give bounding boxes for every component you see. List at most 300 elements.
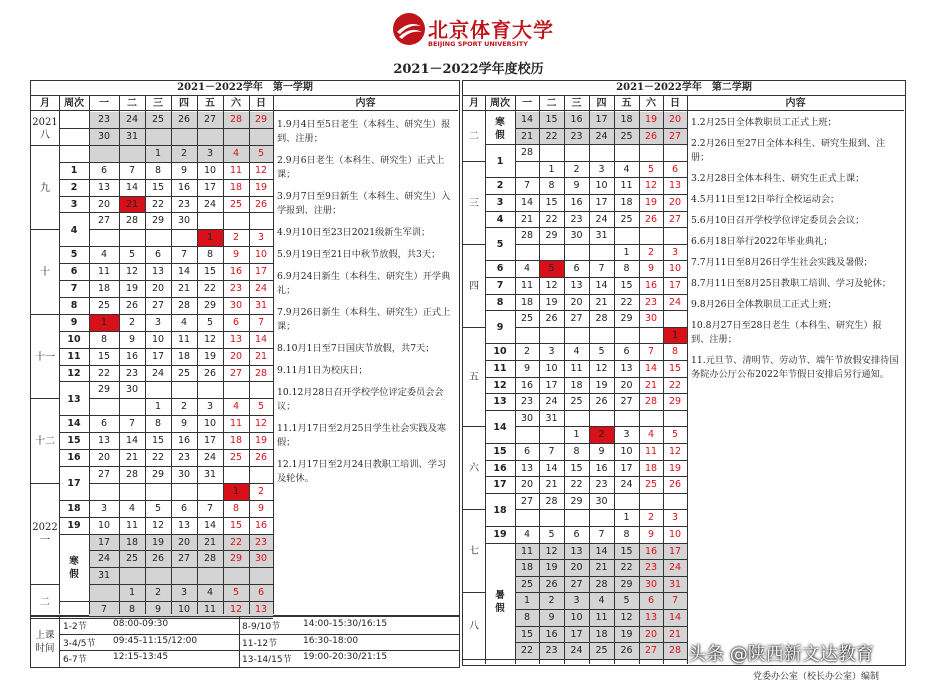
day-cell: 18 [229, 435, 243, 447]
day-cell [223, 382, 249, 399]
day-cell: 11 [644, 446, 658, 457]
schedule-time: 09:45-11:15/12:00 [113, 635, 198, 646]
day-cell: 21 [545, 479, 558, 491]
grid-line [59, 634, 459, 635]
week-number: 9 [70, 316, 78, 328]
day-cell [89, 399, 119, 416]
day-cell: 23 [177, 198, 191, 210]
day-cell: 12 [203, 333, 217, 345]
grid-line [223, 96, 224, 614]
day-cell: 14 [177, 266, 191, 278]
day-cell: 21 [125, 452, 139, 463]
note-item: 2.2月26日至27日全体本科生、研究生报到、注册； [691, 138, 886, 163]
day-cell: 5 [598, 346, 605, 358]
page-title: 2021－2022学年度校历 [393, 62, 544, 77]
day-cell [171, 382, 197, 399]
day-cell: 5 [206, 316, 214, 328]
note-item: 10.8月27日至28日老生（本科生、研究生）报到、注册； [691, 320, 882, 345]
grid-line [119, 96, 120, 614]
week-number-merged: 4 [59, 213, 89, 247]
note-item: 6.9月24日新生（本科生、研究生）开学典礼； [277, 271, 451, 296]
column-day: 五 [197, 96, 223, 111]
day-cell: 2 [523, 346, 531, 358]
day-cell: 14 [254, 333, 268, 345]
day-cell: 30 [177, 215, 191, 227]
day-cell: 11 [520, 280, 534, 291]
day-cell: 17 [254, 266, 268, 278]
day-cell: 18 [177, 350, 191, 362]
day-cell: 26 [145, 551, 171, 568]
day-cell: 29 [203, 299, 217, 311]
day-cell: 22 [539, 129, 564, 146]
column-day: 三 [145, 96, 171, 111]
day-cell: 9 [180, 164, 188, 176]
day-cell: 8 [623, 263, 630, 275]
day-cell: 24 [663, 560, 687, 577]
note-item: 4.9月10日至23日2021级新生军训； [277, 227, 431, 238]
note-item: 11.1月17日至2月25日学生社会实践及寒假； [277, 423, 447, 448]
day-cell: 16 [644, 280, 658, 291]
day-cell: 3 [257, 232, 265, 244]
day-cell: 23 [570, 213, 583, 225]
day-cell: 15 [539, 112, 564, 129]
day-cell: 26 [125, 299, 139, 311]
day-cell [171, 230, 197, 247]
day-cell [564, 145, 589, 162]
month-label: 十二 [35, 436, 55, 448]
day-cell: 28 [197, 551, 223, 568]
day-cell: 26 [254, 452, 268, 463]
week-number: 16 [67, 452, 81, 463]
day-cell: 26 [545, 313, 558, 325]
day-cell [515, 162, 539, 179]
month-label: 五 [469, 372, 479, 384]
day-cell: 27 [620, 396, 633, 408]
day-cell: 6 [154, 249, 162, 261]
day-cell: 15 [97, 350, 111, 362]
day-cell: 27 [197, 112, 223, 129]
day-cell: 12 [125, 266, 139, 278]
day-cell: 6 [100, 164, 108, 176]
day-cell: 16 [639, 544, 663, 561]
day-cell: 5 [539, 261, 564, 278]
day-cell: 30 [177, 468, 191, 480]
grid-line [145, 96, 146, 614]
day-cell: 7 [663, 593, 687, 610]
day-cell: 23 [229, 283, 243, 294]
day-cell [249, 568, 273, 585]
week-number: 4 [496, 213, 504, 225]
day-cell: 6 [573, 529, 580, 540]
day-cell: 16 [229, 266, 243, 278]
day-cell: 18 [119, 535, 145, 552]
day-cell: 2 [180, 401, 188, 413]
day-cell: 21 [663, 627, 687, 644]
day-cell: 25 [177, 367, 191, 379]
day-cell: 15 [668, 363, 682, 374]
grid-line [249, 96, 250, 614]
column-content: 内容 [687, 96, 904, 111]
grid-line [59, 500, 89, 501]
day-cell: 11 [570, 363, 583, 374]
week-number: 11 [493, 363, 507, 374]
day-cell: 31 [663, 577, 687, 594]
day-cell: 15 [515, 627, 539, 644]
day-cell [589, 411, 614, 428]
day-cell: 30 [520, 412, 534, 424]
day-cell [589, 245, 614, 262]
day-cell: 29 [545, 230, 558, 242]
note-item: 7.9月26日新生（本科生、研究生）正式上课； [277, 307, 451, 332]
day-cell: 30 [570, 230, 583, 242]
day-cell: 8 [119, 602, 145, 619]
day-cell: 4 [223, 146, 249, 163]
column-day: 一 [515, 96, 539, 111]
day-cell: 25 [515, 577, 539, 594]
day-cell: 13 [249, 602, 273, 619]
day-cell: 7 [647, 346, 655, 358]
day-cell: 31 [203, 468, 217, 480]
day-cell: 19 [125, 283, 139, 294]
week-number: 19 [67, 519, 81, 531]
grid-line [589, 96, 590, 664]
week-number: 17 [493, 479, 507, 491]
day-cell: 10 [151, 333, 165, 345]
day-cell: 29 [223, 551, 249, 568]
day-cell: 10 [254, 249, 268, 261]
day-cell: 25 [589, 643, 614, 660]
day-cell: 30 [229, 299, 243, 311]
day-cell: 13 [177, 519, 191, 531]
day-cell [539, 427, 564, 444]
day-cell [614, 228, 639, 245]
column-day: 五 [614, 96, 639, 111]
day-cell: 2 [647, 246, 655, 258]
day-cell: 24 [151, 367, 165, 379]
day-cell [663, 228, 687, 245]
day-cell: 19 [545, 296, 558, 308]
day-cell [119, 230, 145, 247]
grid-line [59, 246, 89, 247]
week-number-merged: 17 [59, 467, 89, 501]
day-cell [639, 145, 663, 162]
day-cell: 3 [197, 146, 223, 163]
day-cell: 24 [564, 643, 589, 660]
day-cell: 27 [520, 495, 534, 507]
day-cell: 6 [623, 346, 630, 358]
day-cell: 19 [203, 350, 217, 362]
week-number: 2 [496, 180, 504, 192]
day-cell: 7 [206, 502, 214, 514]
day-cell: 27 [668, 213, 682, 225]
day-cell: 3 [171, 585, 197, 602]
day-cell [119, 399, 145, 416]
note-item: 3.9月7日至9日新生（本科生、研究生）入学报到、注册； [277, 191, 451, 216]
day-cell: 20 [639, 627, 663, 644]
day-cell: 25 [614, 129, 639, 146]
day-cell: 22 [545, 213, 558, 225]
day-cell: 12 [595, 363, 608, 374]
day-cell: 9 [257, 502, 265, 514]
day-cell: 24 [203, 198, 217, 210]
grid-line [485, 343, 515, 344]
day-cell [663, 494, 687, 511]
semester-1-panel [30, 80, 460, 616]
grid-line [59, 650, 459, 651]
day-cell: 3 [598, 163, 605, 175]
day-cell: 27 [663, 129, 687, 146]
day-cell: 25 [229, 452, 243, 463]
day-cell: 10 [668, 529, 682, 540]
day-cell: 12 [545, 280, 558, 291]
day-cell: 5 [614, 593, 639, 610]
day-cell: 15 [151, 435, 165, 447]
day-cell: 27 [97, 468, 111, 480]
day-cell: 2 [647, 512, 655, 524]
day-cell: 28 [595, 313, 608, 325]
week-number: 12 [67, 367, 81, 379]
day-cell [515, 427, 539, 444]
day-cell: 23 [249, 535, 273, 552]
day-cell: 12 [539, 544, 564, 561]
day-cell: 19 [145, 535, 171, 552]
week-number: 1 [70, 164, 78, 176]
day-cell: 12 [254, 418, 268, 430]
day-cell: 27 [171, 551, 197, 568]
week-number: 15 [67, 435, 81, 447]
column-day: 四 [171, 96, 197, 111]
day-cell: 17 [620, 462, 633, 474]
day-cell: 10 [545, 363, 558, 374]
day-cell: 19 [539, 560, 564, 577]
day-cell: 21 [197, 535, 223, 552]
week-number: 13 [493, 396, 507, 408]
column-day: 日 [249, 96, 273, 111]
day-cell: 26 [614, 643, 639, 660]
note-item: 8.7月11日至8月25日教职工培训、学习及轮休； [691, 278, 892, 289]
day-cell: 25 [644, 479, 658, 491]
day-cell: 1 [119, 585, 145, 602]
day-cell: 9 [573, 180, 580, 192]
day-cell: 25 [229, 198, 243, 210]
day-cell: 11 [197, 602, 223, 619]
day-cell [197, 568, 223, 585]
grid-line [59, 415, 89, 416]
day-cell: 12 [151, 519, 165, 531]
day-cell: 18 [229, 181, 243, 193]
day-cell: 14 [663, 610, 687, 627]
note-item: 6.6月18日举行2022年毕业典礼； [691, 236, 833, 247]
day-cell: 13 [97, 181, 111, 193]
day-cell: 6 [573, 263, 580, 275]
day-cell: 6 [180, 502, 188, 514]
day-cell [249, 467, 273, 484]
grid-line [515, 96, 516, 664]
day-cell: 26 [644, 213, 658, 225]
day-cell: 25 [119, 551, 145, 568]
day-cell: 15 [229, 519, 243, 531]
day-cell: 7 [257, 316, 265, 328]
week-number: 11 [67, 350, 81, 362]
month-label: 七 [469, 546, 479, 558]
day-cell: 26 [639, 129, 663, 146]
day-cell: 8 [206, 249, 214, 261]
grid-line [564, 96, 565, 664]
day-cell: 24 [203, 452, 217, 463]
schedule-period: 6-7节 [63, 655, 87, 665]
day-cell: 31 [595, 230, 608, 242]
day-cell [639, 328, 663, 345]
watermark: 头条 @陕西新文达教育 [688, 644, 874, 665]
day-cell: 7 [523, 180, 531, 192]
day-cell: 18 [620, 197, 633, 208]
day-cell [197, 129, 223, 146]
day-cell: 25 [570, 396, 583, 408]
day-cell: 1 [623, 246, 630, 258]
day-cell: 8 [100, 333, 108, 345]
month-label: 二 [40, 596, 50, 608]
day-cell: 17 [668, 280, 682, 291]
column-week: 周次 [485, 96, 515, 111]
day-cell [223, 129, 249, 146]
day-cell: 30 [125, 384, 139, 396]
grid-line [59, 96, 60, 614]
day-cell: 22 [97, 367, 111, 379]
day-cell: 4 [623, 163, 630, 175]
day-cell: 28 [223, 112, 249, 129]
note-item: 1.9月4日至5日老生（本科生、研究生）报到、注册； [277, 119, 451, 144]
day-cell: 2 [145, 585, 171, 602]
day-cell: 9 [598, 446, 605, 457]
day-cell: 16 [177, 435, 191, 447]
day-cell: 11 [620, 180, 633, 192]
day-cell: 31 [119, 129, 145, 146]
class-schedule [30, 616, 460, 668]
notes-column [691, 116, 900, 389]
day-cell: 23 [644, 296, 658, 308]
note-item: 12.1月17日至2月24日教职工培训、学习及轮休。 [277, 459, 447, 484]
month-label: 2022 一 [32, 522, 58, 547]
day-cell [197, 213, 223, 230]
day-cell: 2 [539, 593, 564, 610]
day-cell: 7 [128, 418, 136, 430]
day-cell: 19 [254, 181, 268, 193]
day-cell [589, 510, 614, 527]
column-month: 月 [463, 96, 485, 111]
note-item: 9.11月1日为校庆日； [277, 365, 368, 376]
sem1-title: 2021－2022学年 第一学期 [31, 81, 459, 96]
day-cell [89, 585, 119, 602]
day-cell: 14 [515, 112, 539, 129]
day-cell: 20 [663, 112, 687, 129]
day-cell: 4 [523, 263, 531, 275]
day-cell: 9 [647, 263, 655, 275]
day-cell: 25 [145, 112, 171, 129]
day-cell: 4 [197, 585, 223, 602]
day-cell: 17 [663, 544, 687, 561]
day-cell: 22 [614, 560, 639, 577]
day-cell: 8 [548, 180, 555, 192]
day-cell: 4 [128, 502, 136, 514]
day-cell: 20 [171, 535, 197, 552]
day-cell: 8 [573, 446, 580, 457]
day-cell: 20 [97, 198, 111, 210]
day-cell: 3 [671, 246, 679, 258]
week-number-merged: 5 [485, 228, 515, 261]
week-number: 10 [67, 333, 81, 345]
schedule-period: 1-2节 [63, 622, 87, 632]
day-cell: 7 [128, 164, 136, 176]
day-cell: 26 [171, 112, 197, 129]
note-item: 1.2月25日全体教职员工正式上班； [691, 117, 837, 128]
day-cell [197, 382, 223, 399]
day-cell: 18 [614, 112, 639, 129]
day-cell [171, 129, 197, 146]
month-label: 2021 八 [32, 116, 58, 141]
schedule-time: 19:00-20:30/21:15 [303, 652, 388, 662]
day-cell: 28 [589, 577, 614, 594]
day-cell: 26 [668, 479, 682, 491]
day-cell [223, 213, 249, 230]
day-cell: 6 [523, 446, 531, 457]
day-cell: 29 [151, 468, 165, 480]
day-cell: 17 [203, 181, 217, 193]
day-cell [171, 484, 197, 501]
day-cell: 6 [232, 316, 240, 328]
day-cell [223, 467, 249, 484]
day-cell: 30 [639, 577, 663, 594]
day-cell: 23 [639, 560, 663, 577]
day-cell: 30 [249, 551, 273, 568]
day-cell: 28 [545, 495, 558, 507]
day-cell: 1 [663, 328, 687, 345]
day-cell: 24 [89, 551, 119, 568]
day-cell: 16 [570, 197, 583, 208]
day-cell: 2 [171, 146, 197, 163]
day-cell: 16 [564, 112, 589, 129]
day-cell: 31 [545, 412, 558, 424]
schedule-period: 8-9/10节 [242, 622, 281, 632]
day-cell: 29 [151, 215, 165, 227]
day-cell: 23 [177, 452, 191, 463]
day-cell: 4 [180, 316, 188, 328]
day-cell: 10 [203, 164, 217, 176]
day-cell: 16 [539, 627, 564, 644]
day-cell: 5 [671, 429, 679, 441]
week-number: 18 [67, 502, 81, 514]
grid-line [485, 659, 515, 660]
day-cell: 9 [145, 602, 171, 619]
day-cell: 10 [668, 263, 682, 275]
day-cell: 17 [89, 535, 119, 552]
day-cell: 20 [229, 350, 243, 362]
day-cell: 7 [598, 263, 605, 275]
day-cell: 4 [573, 346, 580, 358]
day-cell: 22 [515, 643, 539, 660]
day-cell: 17 [589, 112, 614, 129]
day-cell: 4 [523, 529, 531, 540]
day-cell: 21 [589, 560, 614, 577]
day-cell: 21 [520, 213, 534, 225]
day-cell: 16 [595, 462, 608, 474]
day-cell: 17 [564, 627, 589, 644]
day-cell: 28 [125, 215, 139, 227]
week-number: 12 [493, 379, 507, 391]
day-cell: 25 [620, 213, 633, 225]
day-cell [564, 328, 589, 345]
day-cell [663, 145, 687, 162]
day-cell: 16 [254, 519, 268, 531]
